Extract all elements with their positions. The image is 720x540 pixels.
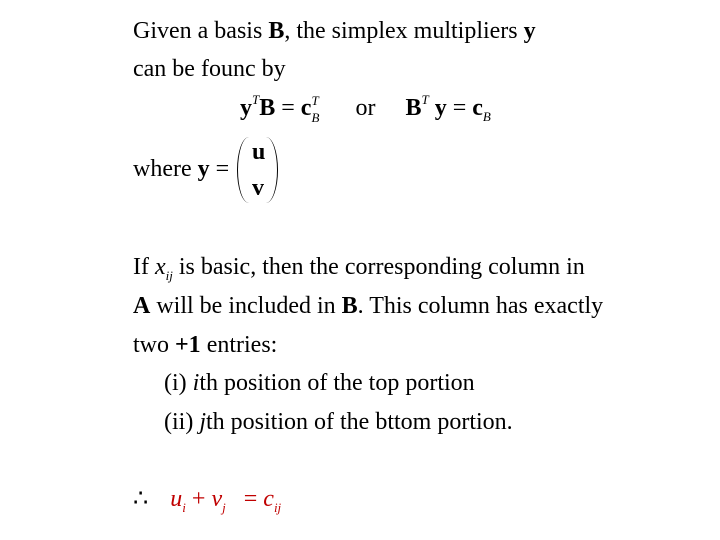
eq-equals: =	[281, 95, 295, 121]
concl-v-sub: j	[222, 500, 226, 515]
eq-c: c	[300, 95, 312, 121]
item2-post: th position of the bttom portion.	[206, 409, 513, 435]
paragraph-line-2	[133, 294, 603, 318]
eq2-B: B	[405, 95, 422, 121]
para-A: A	[133, 293, 151, 319]
concl-c: c	[263, 486, 274, 512]
para-line2-mid: will be included in	[150, 293, 342, 319]
eq-B: B	[259, 95, 276, 121]
vector-v: v	[252, 175, 264, 201]
item2-pre: (ii)	[164, 409, 200, 435]
intro-text: Given a basis	[133, 18, 269, 44]
para-x: x	[154, 254, 166, 280]
list-item-1	[164, 371, 475, 395]
para-plus-one: +1	[175, 332, 201, 358]
eq-y: y	[240, 95, 252, 121]
matrix-left-paren	[237, 137, 249, 203]
para-if: If	[133, 254, 149, 280]
eq2-subB: B	[482, 109, 491, 124]
list-item-2	[164, 410, 513, 434]
eq2-transpose: T	[421, 92, 429, 107]
intro-text-3: can be founc by	[133, 56, 286, 82]
where-label: where	[133, 156, 198, 182]
paragraph-line-1	[133, 254, 585, 283]
eq2-equals: =	[452, 95, 467, 121]
para-x-sub: ij	[165, 268, 173, 283]
eq-or: or	[355, 95, 376, 121]
multiplier-symbol: y	[523, 18, 536, 44]
para-line2-post: . This column has exactly	[357, 293, 604, 319]
matrix-right-paren	[266, 137, 278, 203]
para-line3-pre: two	[133, 332, 175, 358]
concl-plus: +	[191, 486, 206, 512]
eq-c-subB: B	[311, 110, 320, 125]
where-clause	[133, 157, 229, 181]
basis-symbol: B	[268, 18, 285, 44]
eq2-y: y	[434, 95, 447, 121]
item1-i: i	[192, 370, 200, 396]
concl-equals: =	[243, 486, 258, 512]
where-equals: =	[215, 156, 230, 182]
therefore-symbol: ∴	[133, 486, 149, 512]
eq-c-scripts	[311, 93, 323, 125]
eq-c-transpose: T	[311, 93, 319, 108]
conclusion-line	[133, 486, 282, 515]
intro-line-2	[133, 57, 286, 81]
item1-pre: (i)	[164, 370, 193, 396]
eq2-c: c	[472, 95, 483, 121]
where-y: y	[197, 156, 210, 182]
item1-post: th position of the top portion	[199, 370, 475, 396]
concl-v: v	[211, 486, 223, 512]
para-line1-text: is basic, then the corresponding column in	[172, 254, 585, 280]
para-line3-post: entries:	[200, 332, 278, 358]
para-B: B	[341, 293, 358, 319]
eq-transpose: T	[252, 92, 260, 107]
item2-j: j	[199, 409, 206, 435]
vector-u: u	[252, 139, 266, 165]
paragraph-line-3	[133, 333, 277, 357]
concl-u-sub: i	[182, 500, 186, 515]
intro-text-2: , the simplex multipliers	[284, 18, 524, 44]
concl-u: u	[170, 486, 183, 512]
multiplier-equation	[240, 92, 491, 125]
concl-c-sub: ij	[273, 500, 282, 515]
intro-line-1	[133, 19, 536, 43]
